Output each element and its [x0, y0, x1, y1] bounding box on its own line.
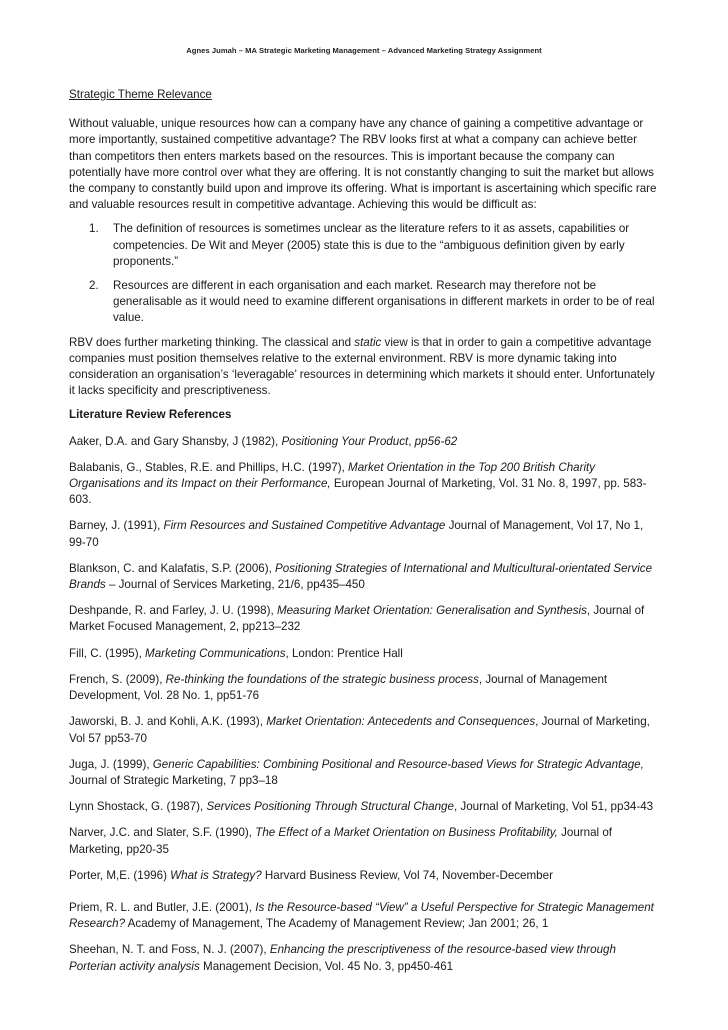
- ref-title: Re-thinking the foundations of the strategic business process: [165, 672, 479, 686]
- ref-source: Journal of Strategic Marketing, 7 pp3–18: [69, 773, 278, 787]
- ref-source: Management Decision, Vol. 45 No. 3, pp450-461: [199, 959, 454, 973]
- reference-item: [69, 825, 661, 857]
- list-item-text: Resources are different in each organisation and each market. Research may therefore not be generalisable as it would need to examine different organisations in different markets in order to be of real value.: [113, 279, 655, 325]
- ref-authors: Juga, J. (1999),: [69, 757, 153, 771]
- ref-authors: Aaker, D.A. and Gary Shansby, J (1982),: [69, 434, 282, 448]
- list-item: [69, 221, 661, 270]
- ref-authors: Sheehan, N. T. and Foss, N. J. (2007),: [69, 943, 270, 957]
- reference-list: [69, 434, 661, 975]
- ref-source: , Journal of Marketing, Vol 51, pp34-43: [453, 800, 654, 814]
- list-item-text: The definition of resources is sometimes unclear as the literature refers to it as assets, capabilities or competencies. De Wit and Meyer (2005) state this is due to the “ambiguous definition given by early proponents.”: [113, 222, 630, 268]
- numbered-list: [69, 221, 661, 326]
- ref-source: Journal of Marketing, pp20-35: [69, 826, 613, 856]
- closing-text-b: view is that in order to gain a competitive advantage companies must position themselves relative to the external environment. RBV is more dynamic taking into consideration an organisation’s ‘leveragable’ resources in determining which markets it should enter. Unfortunately it lacks specificity and prescriptiveness.: [69, 335, 655, 398]
- ref-authors: Priem, R. L. and Butler, J.E. (2001),: [69, 900, 256, 914]
- section-title: Strategic Theme Relevance: [69, 88, 212, 101]
- closing-text-a: RBV does further marketing thinking. The classical and: [69, 335, 355, 349]
- ref-source: , Journal of Marketing, Vol 57 pp53-70: [69, 715, 650, 745]
- reference-item: [69, 460, 661, 509]
- ref-title: Positioning Strategies of International and Multicultural-orientated Service Brands: [69, 561, 653, 592]
- ref-source: , Journal of Management Development, Vol. 28 No. 1, pp51-76: [69, 672, 608, 703]
- closing-italic-word: static: [354, 335, 382, 349]
- ref-title: Firm Resources and Sustained Competitive Advantage: [163, 519, 446, 533]
- ref-title: Services Positioning Through Structural Change: [206, 800, 454, 814]
- ref-title: The Effect of a Market Orientation on Business Profitability,: [255, 826, 558, 840]
- ref-title: Enhancing the prescriptiveness of the resource-based view through Porterian activity analysis: [69, 943, 616, 973]
- ref-title: Measuring Market Orientation: Generalisation and Synthesis: [276, 604, 587, 618]
- ref-authors: Lynn Shostack, G. (1987),: [69, 800, 207, 814]
- ref-title: Market Orientation in the Top 200 British Charity Organisations and its Impact on their Performance,: [69, 460, 596, 491]
- ref-title: Generic Capabilities: Combining Positional and Resource-based Views for Strategic Advantage,: [152, 757, 644, 771]
- reference-item: [69, 799, 661, 815]
- ref-authors: Porter, M,E. (1996): [69, 868, 171, 882]
- ref-source: European Journal of Marketing, Vol. 31 No. 8, 1997, pp. 583-603.: [69, 477, 647, 507]
- ref-authors: Jaworski, B. J. and Kohli, A.K. (1993),: [69, 715, 267, 729]
- ref-source: , Journal of Market Focused Management, 2, pp213–232: [69, 604, 645, 634]
- intro-paragraph: Without valuable, unique resources how can a company have any chance of gaining a competitive advantage or more importantly, sustained competitive advantage? The RBV looks first at what a company can achieve better than competitors then enters markets based on the resources. This is important because the company can potentially have more control over what they are offering. It is not constantly changing to suit the market but allows the company to constantly build upon and improve its offering. What is important is ascertaining which specific rare and valuable resources result in competitive advantage. Achieving this would be difficult as:: [69, 117, 657, 212]
- ref-source: – Journal of Services Marketing, 21/6, pp435–450: [105, 578, 365, 592]
- document-body: [69, 87, 661, 985]
- ref-title: What is Strategy?: [170, 868, 262, 882]
- reference-item: [69, 714, 661, 746]
- reference-item: [69, 672, 661, 704]
- ref-authors: French, S. (2009),: [69, 672, 166, 686]
- ref-authors: Narver, J.C. and Slater, S.F. (1990),: [69, 826, 256, 840]
- reference-item: [69, 561, 661, 593]
- ref-source: , London: Prentice Hall: [285, 646, 403, 660]
- ref-authors: Barney, J. (1991),: [69, 519, 164, 533]
- references-heading: Literature Review References: [69, 408, 232, 422]
- ref-source: Academy of Management, The Academy of Management Review; Jan 2001; 26, 1: [125, 917, 549, 931]
- reference-item: [69, 900, 661, 932]
- ref-title: Market Orientation: Antecedents and Consequences: [266, 715, 536, 729]
- ref-source: Harvard Business Review, Vol 74, November-December: [261, 868, 553, 882]
- reference-item: [69, 942, 661, 974]
- list-item: [69, 278, 661, 327]
- ref-authors: Blankson, C. and Kalafatis, S.P. (2006),: [69, 561, 276, 575]
- ref-source: ,: [408, 434, 415, 448]
- reference-item: [69, 757, 661, 789]
- reference-item: [69, 434, 661, 450]
- ref-pages: pp56-62: [414, 434, 458, 448]
- running-header: Agnes Jumah – MA Strategic Marketing Management – Advanced Marketing Strategy Assignment: [186, 46, 542, 55]
- ref-title: Marketing Communications: [145, 646, 286, 660]
- closing-paragraph: [69, 335, 661, 400]
- reference-item: [69, 518, 661, 550]
- ref-title: Is the Resource-based “View” a Useful Perspective for Strategic Management Research?: [69, 900, 654, 931]
- ref-title: Positioning Your Product: [281, 434, 409, 448]
- ref-authors: Balabanis, G., Stables, R.E. and Phillips, H.C. (1997),: [69, 460, 349, 474]
- reference-item: [69, 868, 661, 884]
- ref-source: Journal of Management, Vol 17, No 1, 99-70: [69, 519, 644, 549]
- list-item-number: 2.: [89, 279, 99, 293]
- reference-item: [69, 603, 661, 635]
- reference-item: [69, 646, 661, 662]
- ref-authors: Deshpande, R. and Farley, J. U. (1998),: [69, 604, 277, 618]
- list-item-number: 1.: [89, 222, 99, 236]
- ref-authors: Fill, C. (1995),: [69, 646, 146, 660]
